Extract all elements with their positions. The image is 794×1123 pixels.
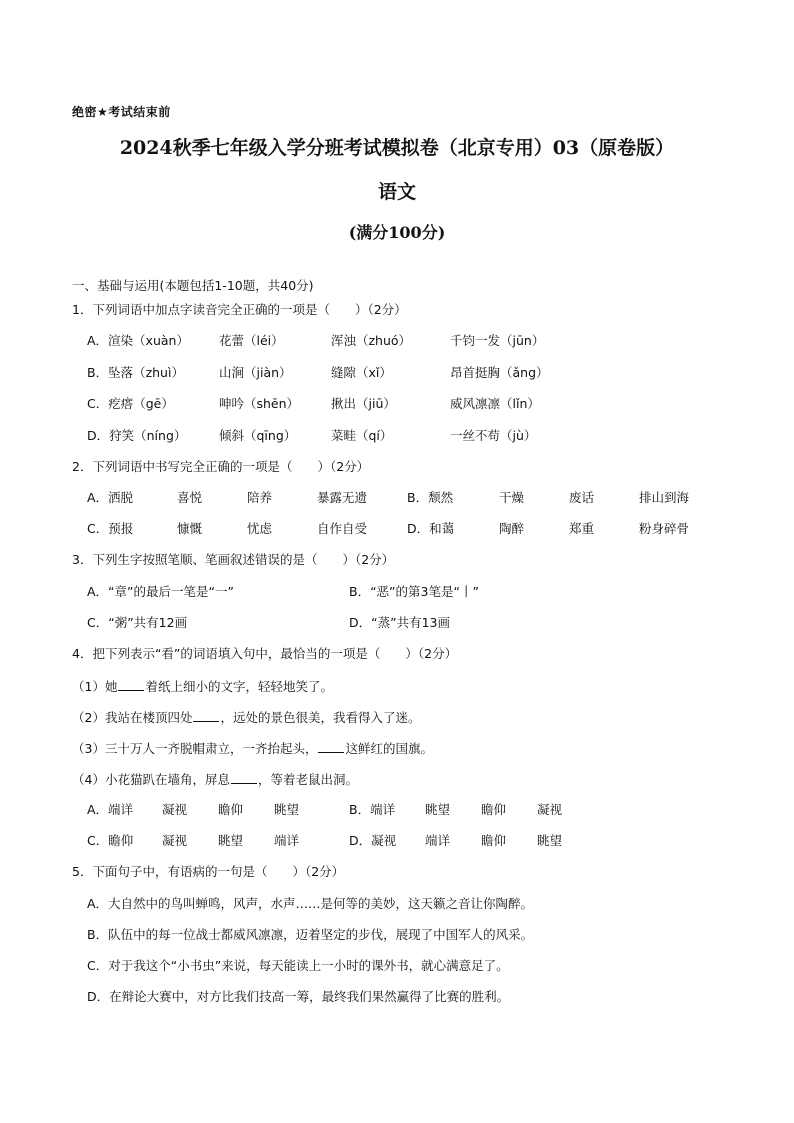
q2-row1-7: 废话	[569, 490, 595, 505]
q4-row1-1: A．端详	[87, 802, 134, 817]
q4-row2-6: 端详	[425, 833, 451, 848]
q2-row1-3: 陪养	[247, 490, 273, 505]
fill-blank	[193, 709, 219, 722]
q4-row1-7: 瞻仰	[481, 802, 507, 817]
q4-s1-after: 着纸上细小的文字，轻轻地笑了。	[145, 679, 333, 694]
q4-sentence-4	[72, 771, 358, 788]
secret-label: 绝密★考试结束前	[72, 105, 171, 119]
q4-row1-2: 凝视	[162, 802, 188, 817]
question-3-stem: 3．下列生字按照笔顺、笔画叙述错误的是（ ）（2分）	[72, 552, 395, 567]
q5-option-d: D．在辩论大赛中，对方比我们技高一筹，最终我们果然赢得了比赛的胜利。	[87, 989, 510, 1004]
q1-option-b-2: 山涧（jiàn）	[219, 365, 292, 380]
section-heading: 一、基础与运用(本题包括1-10题，共40分)	[72, 278, 314, 293]
fill-blank	[118, 678, 144, 691]
q4-sentence-3	[72, 740, 433, 757]
q4-row2-8: 眺望	[537, 833, 563, 848]
q1-option-a-1: A．渲染（xuàn）	[87, 333, 189, 348]
q2-row2-7: 郑重	[569, 521, 595, 536]
q4-s1-before: （1）她	[72, 679, 118, 694]
q4-row1-3: 瞻仰	[218, 802, 244, 817]
q1-option-a-2: 花蕾（léi）	[219, 333, 284, 348]
q1-option-d-1: D．狩笑（níng）	[87, 428, 187, 443]
fill-blank	[318, 740, 344, 753]
q4-row2-4: 端详	[274, 833, 300, 848]
q2-row2-5: D．和蔼	[407, 521, 455, 536]
page-title: 2024秋季七年级入学分班考试模拟卷（北京专用）03（原卷版）	[119, 137, 675, 159]
q1-option-d-4: 一丝不苟（jù）	[450, 428, 537, 443]
q4-row2-2: 凝视	[162, 833, 188, 848]
q4-s4-before: （4）小花猫趴在墙角，屏息	[72, 772, 230, 787]
q3-option-c: C．“粥”共有12画	[87, 615, 188, 630]
q1-option-c-2: 呻吟（shēn）	[219, 396, 300, 411]
q2-row2-8: 粉身碎骨	[639, 521, 690, 536]
q2-row2-3: 忧虑	[247, 521, 273, 536]
q4-row2-7: 瞻仰	[481, 833, 507, 848]
q2-row1-8: 排山到海	[639, 490, 690, 505]
q4-sentence-2	[72, 709, 420, 726]
q4-row2-1: C．瞻仰	[87, 833, 134, 848]
q2-row1-6: 干燥	[499, 490, 525, 505]
q3-option-a: A．“章”的最后一笔是“一”	[87, 584, 234, 599]
q4-row2-3: 眺望	[218, 833, 244, 848]
q4-sentence-1	[72, 678, 333, 695]
q2-row1-4: 暴露无遗	[317, 490, 368, 505]
q2-row2-4: 自作自受	[317, 521, 368, 536]
q4-row1-4: 眺望	[274, 802, 300, 817]
fill-blank	[231, 771, 257, 784]
q1-option-a-4: 千钧一发（jūn）	[450, 333, 545, 348]
q1-option-d-2: 倾斜（qīng）	[219, 428, 297, 443]
question-5-stem: 5．下面句子中，有语病的一句是（ ）（2分）	[72, 864, 345, 879]
question-4-stem: 4．把下列表示“看”的词语填入句中，最恰当的一项是（ ）（2分）	[72, 646, 458, 661]
q5-option-c: C．对于我这个“小书虫”来说，每天能读上一小时的课外书，就心满意足了。	[87, 958, 509, 973]
q2-row1-5: B．颓然	[407, 490, 454, 505]
q2-row2-6: 陶醉	[499, 521, 525, 536]
q3-option-d: D．“蒸”共有13画	[349, 615, 450, 630]
q4-s3-before: （3）三十万人一齐脱帽肃立，一齐抬起头，	[72, 741, 318, 756]
q4-s2-after: ，远处的景色很美，我看得入了迷。	[220, 710, 421, 725]
q1-option-b-4: 昂首挺胸（ǎng）	[450, 365, 549, 380]
q1-option-b-1: B．坠落（zhuì）	[87, 365, 184, 380]
q4-row1-5: B．端详	[349, 802, 396, 817]
q2-row1-1: A．洒脱	[87, 490, 134, 505]
q1-option-c-3: 揪出（jiū）	[331, 396, 396, 411]
full-score: (满分100分)	[348, 223, 446, 242]
q2-row2-2: 慷慨	[177, 521, 203, 536]
q2-row2-1: C．预报	[87, 521, 134, 536]
q5-option-b: B．队伍中的每一位战士都威风凛凛，迈着坚定的步伐，展现了中国军人的风采。	[87, 927, 534, 942]
q3-option-b: B．“恶”的第3笔是“丨”	[349, 584, 479, 599]
q1-option-c-1: C．疙瘩（gē）	[87, 396, 174, 411]
q4-row1-8: 凝视	[537, 802, 563, 817]
q4-s4-after: ，等着老鼠出洞。	[257, 772, 358, 787]
q1-option-c-4: 威风凛凛（lǐn）	[450, 396, 540, 411]
q4-row2-5: D．凝视	[349, 833, 397, 848]
subject-title: 语文	[377, 181, 416, 203]
q4-row1-6: 眺望	[425, 802, 451, 817]
q1-option-a-3: 浑浊（zhuó）	[331, 333, 412, 348]
q4-s2-before: （2）我站在楼顶四处	[72, 710, 193, 725]
q1-option-d-3: 菜畦（qí）	[331, 428, 393, 443]
question-1-stem: 1．下列词语中加点字读音完全正确的一项是（ ）（2分）	[72, 302, 407, 317]
q4-s3-after: 这鲜红的国旗。	[345, 741, 433, 756]
q5-option-a: A．大自然中的鸟叫蝉鸣，风声，水声……是何等的美妙，这天籁之音让你陶醉。	[87, 896, 534, 911]
question-2-stem: 2．下列词语中书写完全正确的一项是（ ）（2分）	[72, 459, 370, 474]
q2-row1-2: 喜悦	[177, 490, 203, 505]
q1-option-b-3: 缝隙（xǐ）	[331, 365, 392, 380]
